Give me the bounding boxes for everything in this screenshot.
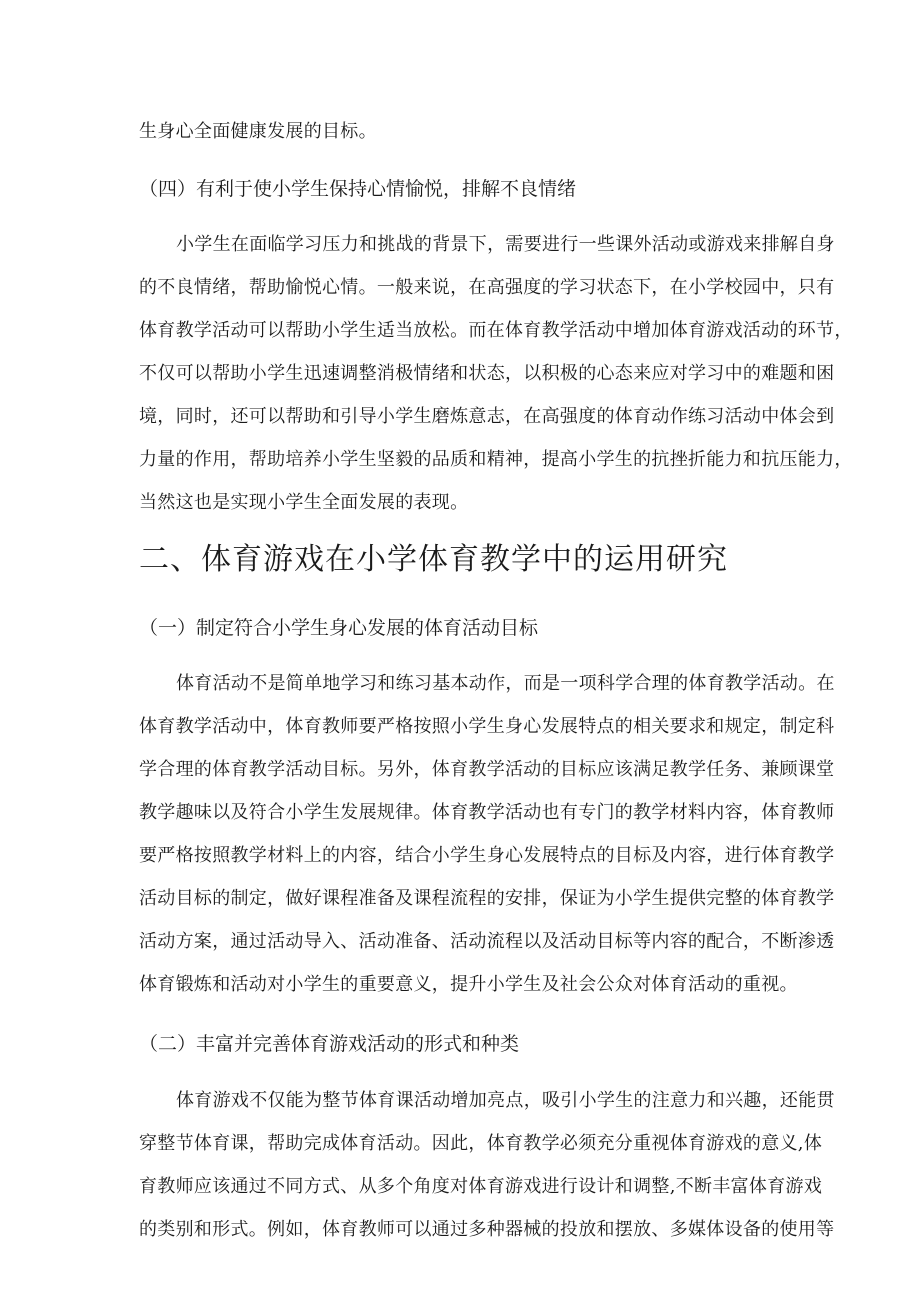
section-heading-1: （一）制定符合小学生身心发展的体育活动目标: [139, 617, 539, 639]
section-heading-2: （二）丰富并完善体育游戏活动的形式和种类: [139, 1033, 520, 1055]
paragraph-line: 体育教学活动可以帮助小学生适当放松。而在体育教学活动中增加体育游戏活动的环节，: [139, 320, 853, 341]
paragraph-line: 教学趣味以及符合小学生发展规律。体育教学活动也有专门的教学材料内容，体育教师: [139, 802, 835, 823]
paragraph-line: 体育游戏不仅能为整节体育课活动增加亮点，吸引小学生的注意力和兴趣，还能贯: [176, 1090, 835, 1111]
paragraph-line: 活动方案，通过活动导入、活动准备、活动流程以及活动目标等内容的配合，不断渗透: [139, 931, 835, 952]
paragraph-line: 小学生在面临学习压力和挑战的背景下，需要进行一些课外活动或游戏来排解自身: [176, 234, 835, 255]
chapter-heading: 二、体育游戏在小学体育教学中的运用研究: [139, 542, 728, 577]
section-heading-4: （四）有利于使小学生保持心情愉悦，排解不良情绪: [139, 178, 577, 200]
paragraph-line: 学合理的体育教学活动目标。另外，体育教学活动的目标应该满足教学任务、兼顾课堂: [139, 759, 835, 780]
paragraph-line: 力量的作用，帮助培养小学生坚毅的品质和精神，提高小学生的抗挫折能力和抗压能力，: [139, 449, 853, 470]
paragraph-line: 不仅可以帮助小学生迅速调整消极情绪和状态，以积极的心态来应对学习中的难题和困: [139, 363, 835, 384]
paragraph-line: 的不良情绪，帮助愉悦心情。一般来说，在高强度的学习状态下，在小学校园中，只有: [139, 277, 835, 298]
paragraph-line: 体育活动不是简单地学习和练习基本动作，而是一项科学合理的体育教学活动。在: [176, 673, 835, 694]
paragraph-line: 的类别和形式。例如，体育教师可以通过多种器械的投放和摆放、多媒体设备的使用等: [139, 1219, 835, 1240]
paragraph-line: 穿整节体育课，帮助完成体育活动。因此，体育教学必须充分重视体育游戏的意义,体: [139, 1133, 823, 1154]
paragraph-line: 当然这也是实现小学生全面发展的表现。: [139, 492, 469, 513]
paragraph-line: 育教师应该通过不同方式、从多个角度对体育游戏进行设计和调整,不断丰富体育游戏: [139, 1176, 823, 1197]
paragraph-line: 要严格按照教学材料上的内容，结合小学生身心发展特点的目标及内容，进行体育教学: [139, 845, 835, 866]
paragraph-line: 生身心全面健康发展的目标。: [139, 121, 377, 142]
paragraph-line: 境，同时，还可以帮助和引导小学生磨炼意志，在高强度的体育动作练习活动中体会到: [139, 406, 835, 427]
paragraph-line: 体育教学活动中，体育教师要严格按照小学生身心发展特点的相关要求和规定，制定科: [139, 716, 835, 737]
paragraph-line: 体育锻炼和活动对小学生的重要意义，提升小学生及社会公众对体育活动的重视。: [139, 974, 798, 995]
paragraph-line: 活动目标的制定，做好课程准备及课程流程的安排，保证为小学生提供完整的体育教学: [139, 888, 835, 909]
